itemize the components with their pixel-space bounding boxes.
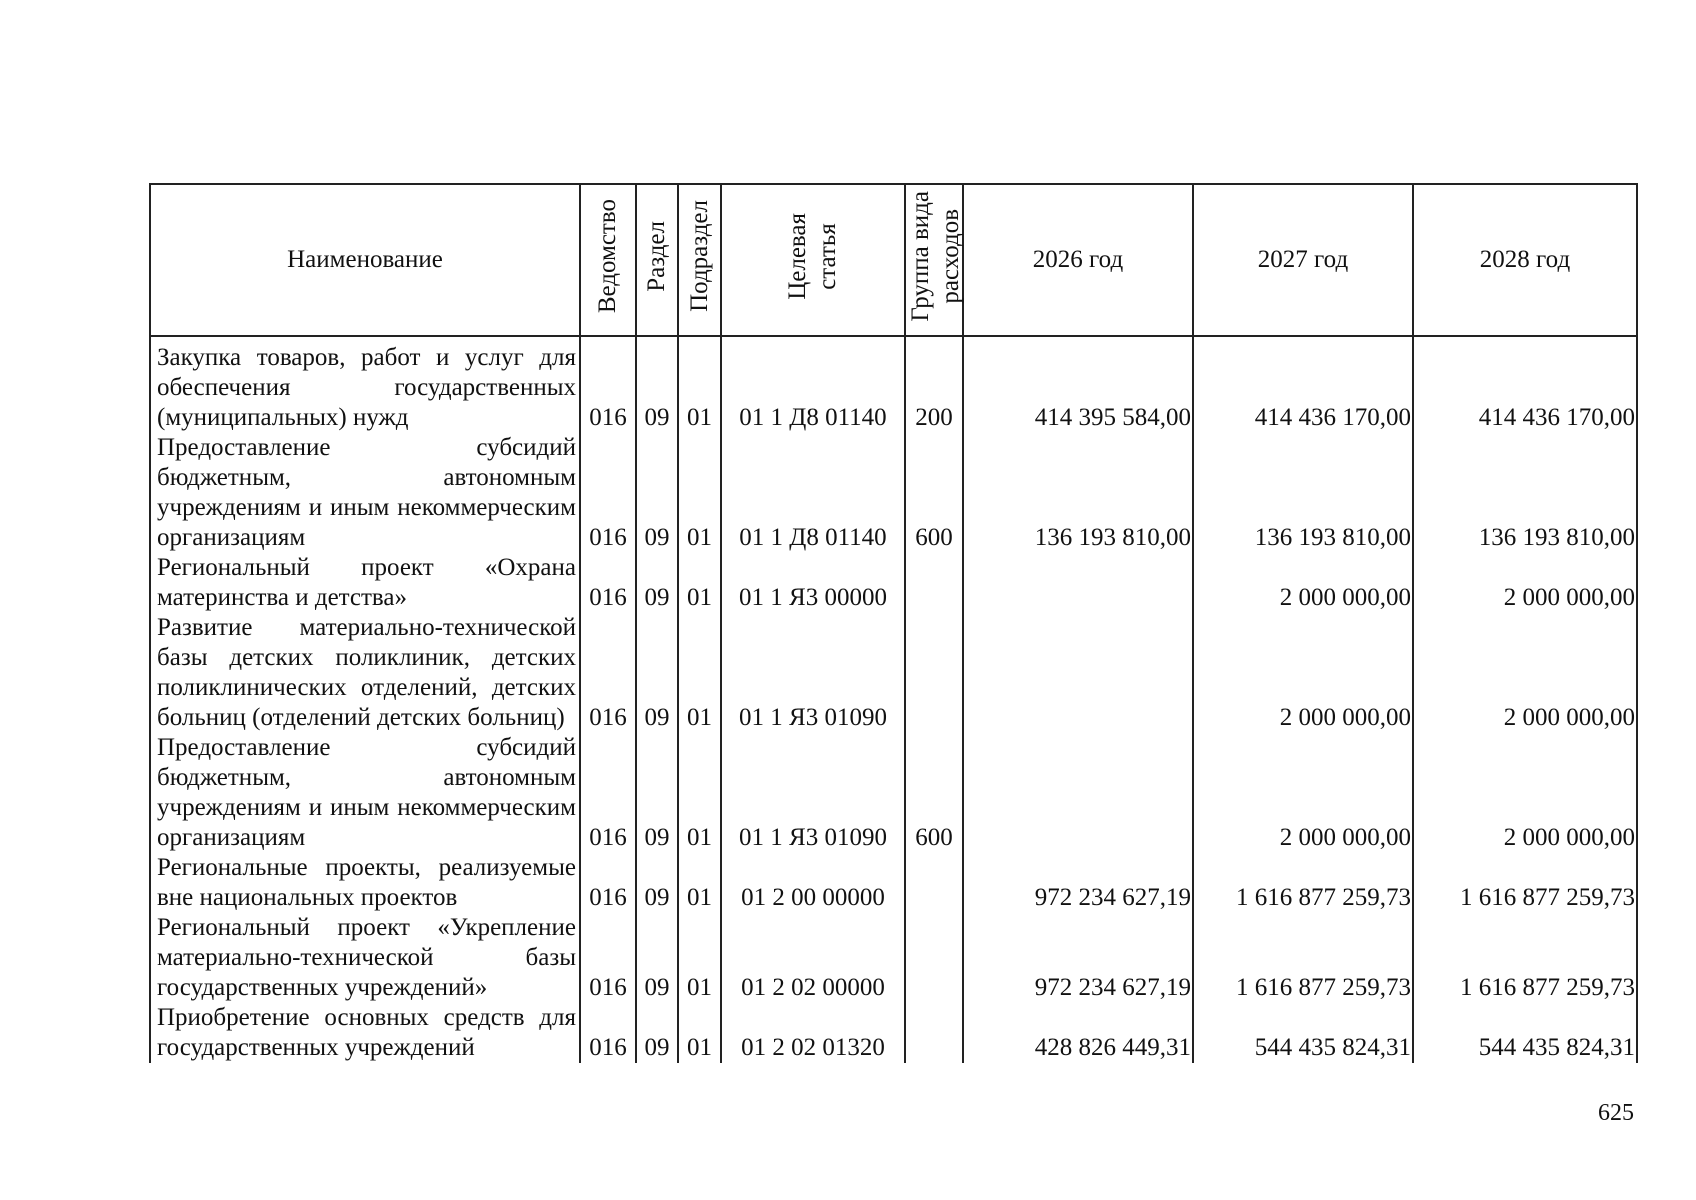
row-2027: 2 000 000,00 [1193, 553, 1413, 613]
row-podrazdel: 01 [678, 913, 721, 1003]
header-2026: 2026 год [963, 184, 1193, 336]
table-row [150, 613, 1637, 733]
row-name: Приобретение основных средств для государственных учреждений [150, 1003, 580, 1063]
row-2027: 1 616 877 259,73 [1193, 913, 1413, 1003]
row-gruppa [905, 1003, 963, 1063]
header-2027: 2027 год [1193, 184, 1413, 336]
table-row [150, 853, 1637, 913]
row-gruppa [905, 553, 963, 613]
header-podrazdel [678, 184, 721, 336]
header-razdel-label: Раздел [643, 220, 670, 292]
header-row [150, 184, 1637, 336]
row-celevaya: 01 1 Я3 01090 [721, 613, 905, 733]
row-name: Развитие материально-технической базы детских поликлиник, детских поликлинических отделений, детских больниц (отделений детских больниц) [150, 613, 580, 733]
row-celevaya: 01 1 Д8 01140 [721, 336, 905, 433]
header-name: Наименование [150, 184, 580, 336]
row-razdel: 09 [636, 336, 678, 433]
row-2028: 1 616 877 259,73 [1413, 913, 1637, 1003]
row-vedomstvo: 016 [580, 553, 636, 613]
table-row [150, 733, 1637, 853]
row-2028: 414 436 170,00 [1413, 336, 1637, 433]
row-podrazdel: 01 [678, 1003, 721, 1063]
row-razdel: 09 [636, 913, 678, 1003]
row-razdel: 09 [636, 553, 678, 613]
row-vedomstvo: 016 [580, 1003, 636, 1063]
row-2026: 972 234 627,19 [963, 913, 1193, 1003]
row-2027: 2 000 000,00 [1193, 613, 1413, 733]
table-row [150, 336, 1637, 433]
row-2028: 544 435 824,31 [1413, 1003, 1637, 1063]
budget-table [149, 183, 1638, 1063]
row-razdel: 09 [636, 1003, 678, 1063]
row-gruppa: 600 [905, 733, 963, 853]
row-celevaya: 01 2 02 00000 [721, 913, 905, 1003]
row-vedomstvo: 016 [580, 733, 636, 853]
row-celevaya: 01 1 Я3 01090 [721, 733, 905, 853]
row-vedomstvo: 016 [580, 613, 636, 733]
row-2027: 414 436 170,00 [1193, 336, 1413, 433]
row-name: Закупка товаров, работ и услуг для обеспечения государственных (муниципальных) нужд [150, 336, 580, 433]
row-celevaya: 01 2 02 01320 [721, 1003, 905, 1063]
page-number: 625 [1598, 1100, 1634, 1126]
row-razdel: 09 [636, 613, 678, 733]
row-name: Региональный проект «Охрана материнства и детства» [150, 553, 580, 613]
row-2026: 972 234 627,19 [963, 853, 1193, 913]
row-podrazdel: 01 [678, 853, 721, 913]
row-2027: 544 435 824,31 [1193, 1003, 1413, 1063]
row-podrazdel: 01 [678, 433, 721, 553]
row-2027: 136 193 810,00 [1193, 433, 1413, 553]
row-2026: 428 826 449,31 [963, 1003, 1193, 1063]
row-name: Региональные проекты, реализуемые вне национальных проектов [150, 853, 580, 913]
header-gruppa [905, 184, 963, 336]
row-2028: 2 000 000,00 [1413, 553, 1637, 613]
row-2026: 136 193 810,00 [963, 433, 1193, 553]
header-gruppa-label: Группа вида расходов [907, 190, 964, 322]
row-razdel: 09 [636, 433, 678, 553]
table-row [150, 433, 1637, 553]
table-row [150, 553, 1637, 613]
row-razdel: 09 [636, 733, 678, 853]
row-name: Предоставление субсидий бюджетным, автономным учреждениям и иным некоммерческим организациям [150, 433, 580, 553]
row-podrazdel: 01 [678, 733, 721, 853]
header-razdel [636, 184, 678, 336]
row-celevaya: 01 2 00 00000 [721, 853, 905, 913]
row-2028: 1 616 877 259,73 [1413, 853, 1637, 913]
row-podrazdel: 01 [678, 613, 721, 733]
header-podrazdel-label: Подраздел [685, 200, 713, 312]
row-gruppa [905, 853, 963, 913]
row-2026 [963, 613, 1193, 733]
row-gruppa: 600 [905, 433, 963, 553]
row-2028: 2 000 000,00 [1413, 733, 1637, 853]
row-2027: 1 616 877 259,73 [1193, 853, 1413, 913]
row-celevaya: 01 1 Я3 00000 [721, 553, 905, 613]
row-name: Предоставление субсидий бюджетным, автономным учреждениям и иным некоммерческим организациям [150, 733, 580, 853]
row-gruppa [905, 913, 963, 1003]
row-vedomstvo: 016 [580, 913, 636, 1003]
row-2027: 2 000 000,00 [1193, 733, 1413, 853]
row-2026 [963, 553, 1193, 613]
row-podrazdel: 01 [678, 553, 721, 613]
row-name: Региональный проект «Укрепление материально-технической базы государственных учреждений» [150, 913, 580, 1003]
row-vedomstvo: 016 [580, 336, 636, 433]
row-2026 [963, 733, 1193, 853]
row-vedomstvo: 016 [580, 433, 636, 553]
row-podrazdel: 01 [678, 336, 721, 433]
header-2028: 2028 год [1413, 184, 1637, 336]
row-2026: 414 395 584,00 [963, 336, 1193, 433]
table-row [150, 913, 1637, 1003]
header-vedomstvo [580, 184, 636, 336]
row-vedomstvo: 016 [580, 853, 636, 913]
row-2028: 2 000 000,00 [1413, 613, 1637, 733]
header-celevaya-label: Целевая статья [784, 212, 841, 300]
table-row [150, 1003, 1637, 1063]
header-vedomstvo-label: Ведомство [594, 198, 621, 314]
row-gruppa [905, 613, 963, 733]
row-celevaya: 01 1 Д8 01140 [721, 433, 905, 553]
row-razdel: 09 [636, 853, 678, 913]
row-gruppa: 200 [905, 336, 963, 433]
header-celevaya [721, 184, 905, 336]
row-2028: 136 193 810,00 [1413, 433, 1637, 553]
